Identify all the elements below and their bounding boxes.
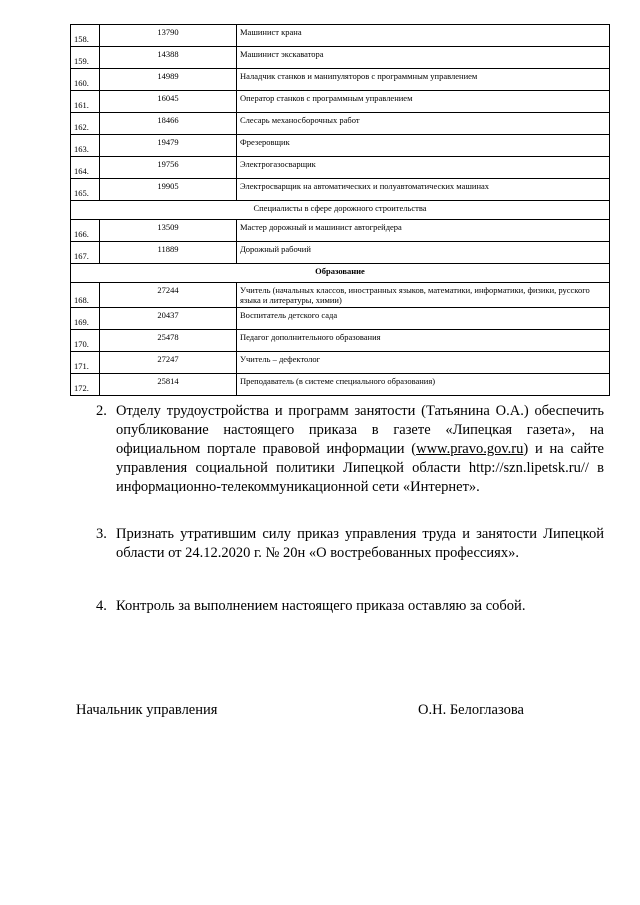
order-item-2	[96, 402, 604, 497]
row-number: 170.	[71, 330, 100, 352]
profession-name: Педагог дополнительного образования	[237, 330, 610, 352]
profession-name: Учитель – дефектолог	[237, 352, 610, 374]
profession-code: 27244	[100, 283, 237, 308]
profession-code: 14388	[100, 47, 237, 69]
profession-code: 27247	[100, 352, 237, 374]
profession-name: Учитель (начальных классов, иностранных языков, математики, информатики, физики, русского языка и литературы, химии)	[237, 283, 610, 308]
profession-code: 16045	[100, 91, 237, 113]
table-row	[71, 135, 610, 157]
table-row	[71, 157, 610, 179]
table-row	[71, 220, 610, 242]
profession-name: Оператор станков с программным управлением	[237, 91, 610, 113]
profession-code: 19479	[100, 135, 237, 157]
table-row	[71, 47, 610, 69]
profession-code: 13509	[100, 220, 237, 242]
table-row	[71, 179, 610, 201]
row-number: 162.	[71, 113, 100, 135]
item-text-cont: ) и на сайте управления социальной политики Липецкой области http://szn.lipetsk.ru// в информационно-телекоммуникационной сети «Интернет».	[116, 441, 604, 495]
profession-name: Воспитатель детского сада	[237, 308, 610, 330]
item-text: Контроль за выполнением настоящего приказа оставляю за собой.	[116, 598, 526, 614]
table-row	[71, 330, 610, 352]
profession-code: 19905	[100, 179, 237, 201]
table-row	[71, 374, 610, 396]
table-row	[71, 308, 610, 330]
table-row	[71, 283, 610, 308]
order-item-4	[96, 597, 604, 616]
row-number: 167.	[71, 242, 100, 264]
table-row	[71, 113, 610, 135]
profession-name: Дорожный рабочий	[237, 242, 610, 264]
profession-name: Электросварщик на автоматических и полуавтоматических машинах	[237, 179, 610, 201]
table-row	[71, 352, 610, 374]
profession-name: Наладчик станков и манипуляторов с программным управлением	[237, 69, 610, 91]
profession-code: 13790	[100, 25, 237, 47]
profession-name: Мастер дорожный и машинист автогрейдера	[237, 220, 610, 242]
table-row	[71, 91, 610, 113]
row-number: 165.	[71, 179, 100, 201]
profession-name: Слесарь механосборочных работ	[237, 113, 610, 135]
row-number: 163.	[71, 135, 100, 157]
row-number: 158.	[71, 25, 100, 47]
profession-name: Машинист крана	[237, 25, 610, 47]
table-row	[71, 242, 610, 264]
section-education: Образование	[71, 264, 610, 283]
signature-name: О.Н. Белоглазова	[418, 702, 524, 718]
profession-code: 14989	[100, 69, 237, 91]
profession-code: 18466	[100, 113, 237, 135]
profession-name: Фрезеровщик	[237, 135, 610, 157]
item-text: Признать утратившим силу приказ управления труда и занятости Липецкой области от 24.12.2020 г. № 20н «О востребованных профессиях».	[116, 526, 604, 561]
section-road-construction: Специалисты в сфере дорожного строительства	[71, 201, 610, 220]
profession-code: 25478	[100, 330, 237, 352]
pravo-link[interactable]: www.pravo.gov.ru	[416, 441, 524, 457]
profession-code: 19756	[100, 157, 237, 179]
item-number: 2.	[96, 403, 107, 419]
row-number: 169.	[71, 308, 100, 330]
row-number: 159.	[71, 47, 100, 69]
row-number: 161.	[71, 91, 100, 113]
row-number: 166.	[71, 220, 100, 242]
profession-code: 11889	[100, 242, 237, 264]
item-number: 3.	[96, 526, 107, 542]
row-number: 160.	[71, 69, 100, 91]
table-row	[71, 69, 610, 91]
table-row	[71, 25, 610, 47]
row-number: 168.	[71, 283, 100, 308]
profession-code: 25814	[100, 374, 237, 396]
item-text: Отделу трудоустройства и программ занятости (Татьянина О.А.) обеспечить опубликование настоящего приказа в газете «Липецкая газета», на официальном портале правовой информации (	[116, 403, 604, 457]
item-number: 4.	[96, 598, 107, 614]
profession-name: Машинист экскаватора	[237, 47, 610, 69]
profession-name: Преподаватель (в системе специального образования)	[237, 374, 610, 396]
row-number: 172.	[71, 374, 100, 396]
row-number: 171.	[71, 352, 100, 374]
profession-code: 20437	[100, 308, 237, 330]
professions-table	[70, 24, 610, 396]
row-number: 164.	[71, 157, 100, 179]
signature-position: Начальник управления	[76, 702, 218, 718]
profession-name: Электрогазосварщик	[237, 157, 610, 179]
order-item-3	[96, 525, 604, 563]
